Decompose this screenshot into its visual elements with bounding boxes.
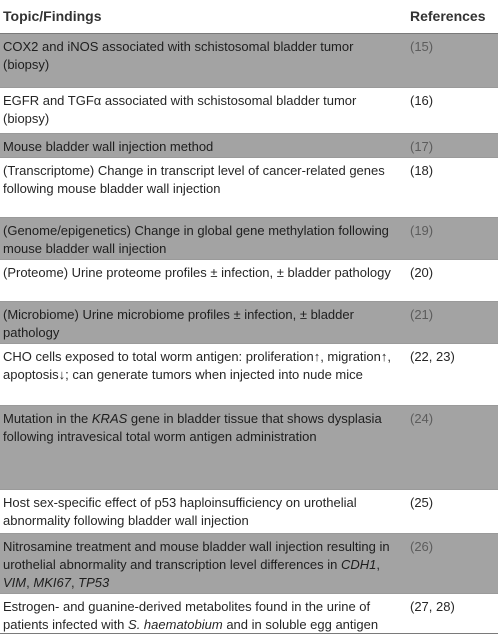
header-topic: Topic/Findings bbox=[3, 8, 102, 24]
reference-cell: (20) bbox=[410, 265, 434, 280]
table-row bbox=[0, 344, 498, 406]
topic-cell: CHO cells exposed to total worm antigen: proliferation↑, migration↑, apoptosis↓; can generate tumors when injected into nude mice bbox=[3, 349, 392, 382]
reference-cell: (18) bbox=[410, 163, 434, 178]
table-row bbox=[0, 88, 498, 134]
reference-cell: (16) bbox=[410, 93, 434, 108]
table-row bbox=[0, 534, 498, 594]
reference-cell: (24) bbox=[410, 411, 434, 426]
reference-cell: (21) bbox=[410, 307, 434, 322]
table-row bbox=[0, 218, 498, 260]
topic-cell: (Microbiome) Urine microbiome profiles ± infection, ± bladder pathology bbox=[3, 307, 354, 340]
table-row bbox=[0, 490, 498, 534]
table-row bbox=[0, 134, 498, 158]
reference-cell: (17) bbox=[410, 139, 434, 154]
topic-cell: Mutation in the KRAS gene in bladder tissue that shows dysplasia following intravesical total worm antigen administration bbox=[3, 411, 382, 444]
topic-cell: EGFR and TGFα associated with schistosomal bladder tumor (biopsy) bbox=[3, 93, 357, 126]
reference-cell: (26) bbox=[410, 539, 434, 554]
table-row bbox=[0, 406, 498, 490]
table-row bbox=[0, 594, 498, 634]
topic-cell: Estrogen- and guanine-derived metabolites found in the urine of patients infected with S. haematobium and in soluble egg antigen bbox=[3, 599, 379, 632]
topic-cell: COX2 and iNOS associated with schistosomal bladder tumor (biopsy) bbox=[3, 39, 354, 72]
table-row bbox=[0, 302, 498, 344]
topic-cell: Host sex-specific effect of p53 haploinsufficiency on urothelial abnormality following bladder wall injection bbox=[3, 495, 357, 528]
reference-cell: (19) bbox=[410, 223, 434, 238]
reference-cell: (15) bbox=[410, 39, 434, 54]
topic-cell: (Genome/epigenetics) Change in global gene methylation following mouse bladder wall injection bbox=[3, 223, 389, 256]
table-header bbox=[0, 0, 498, 34]
topic-cell: (Proteome) Urine proteome profiles ± infection, ± bladder pathology bbox=[3, 265, 391, 280]
topic-cell: Mouse bladder wall injection method bbox=[3, 139, 214, 154]
topic-cell: (Transcriptome) Change in transcript level of cancer-related genes following mouse bladder wall injection bbox=[3, 163, 385, 196]
topic-cell: Nitrosamine treatment and mouse bladder wall injection resulting in urothelial abnormality and transcription level differences in CDH1, VIM, MKI67, TP53 bbox=[3, 539, 390, 590]
table-row bbox=[0, 260, 498, 302]
table-row bbox=[0, 34, 498, 88]
reference-cell: (22, 23) bbox=[410, 349, 455, 364]
table-row bbox=[0, 158, 498, 218]
reference-cell: (25) bbox=[410, 495, 434, 510]
header-references: References bbox=[410, 8, 486, 24]
reference-cell: (27, 28) bbox=[410, 599, 455, 614]
